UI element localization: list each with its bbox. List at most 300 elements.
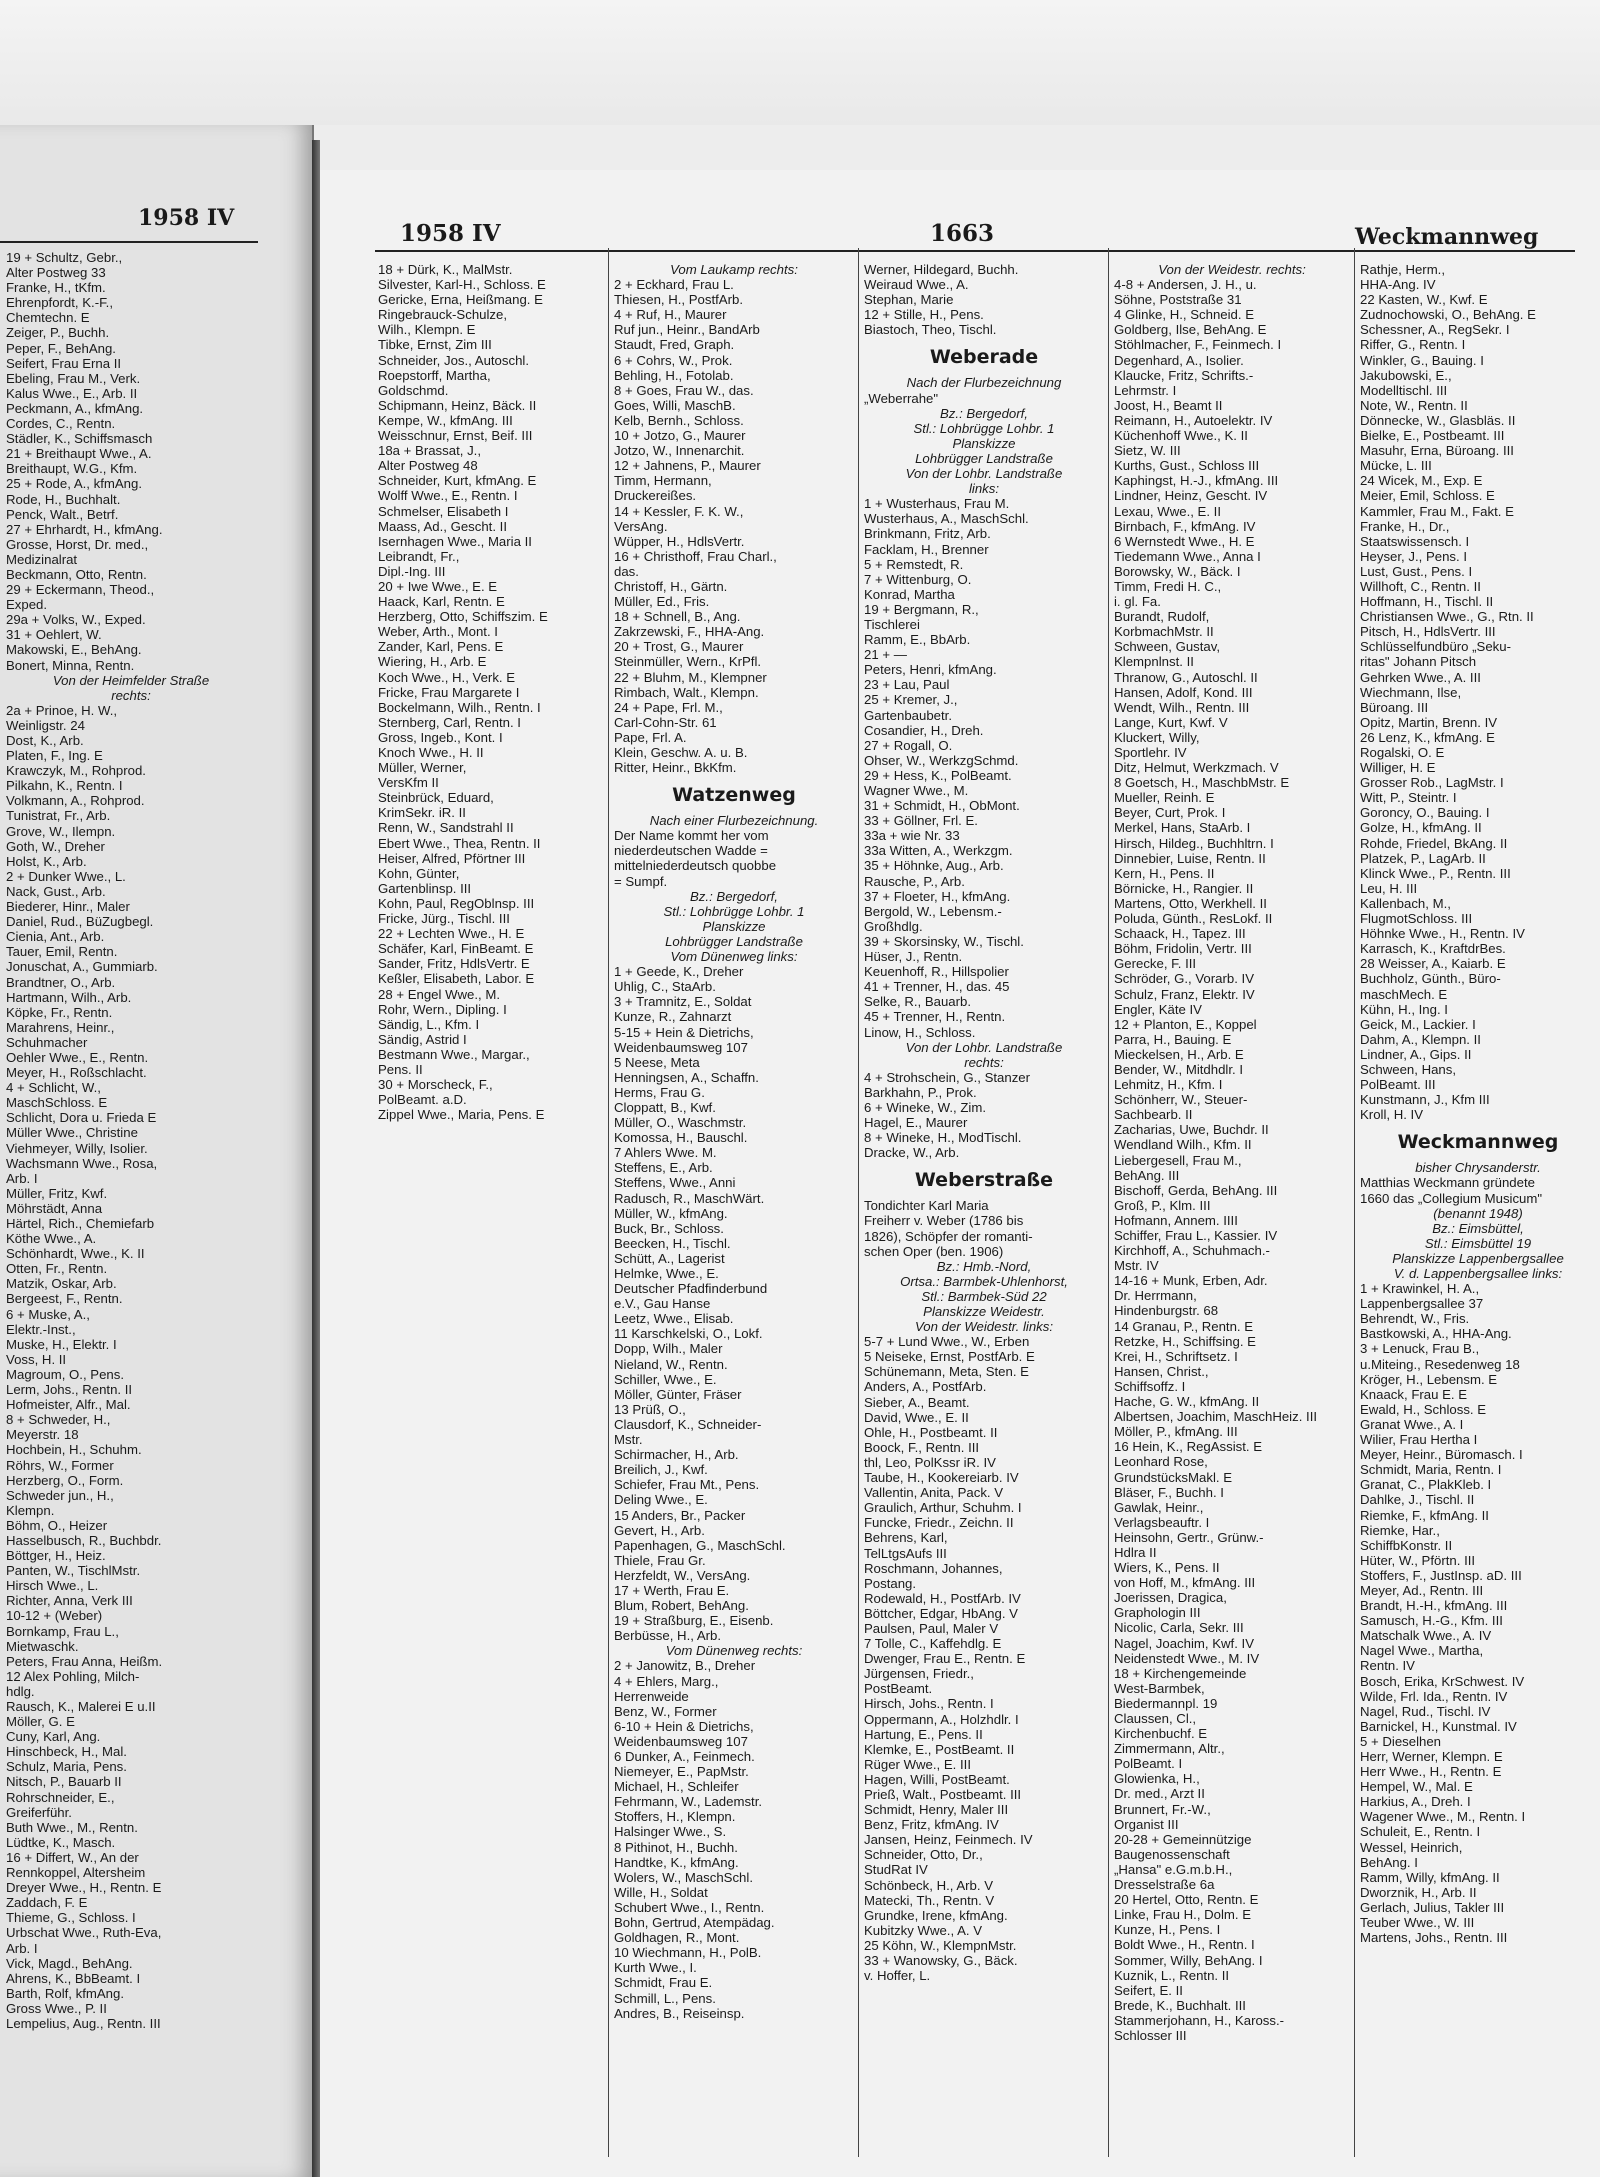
directory-line: Planskizze [952, 435, 1016, 451]
directory-line: Selke, R., Bauarb. [864, 994, 972, 1010]
directory-line: Weisschnur, Ernst, Beif. III [378, 428, 533, 444]
directory-line: Bohn, Gertrud, Atempädag. [614, 1915, 775, 1931]
directory-line: Dipl.-Ing. III [378, 563, 446, 579]
directory-line: 19 + Schultz, Gebr., [6, 250, 123, 265]
directory-line: 2a + Prinoe, H. W., [6, 702, 118, 718]
directory-line: Bornkamp, Frau L., [6, 1623, 119, 1639]
directory-line: Kunstmann, J., Kfm III [1360, 1092, 1490, 1108]
directory-line: Ohle, H., Postbeamt. II [864, 1424, 998, 1440]
directory-line: 45 + Trenner, H., Rentn. [864, 1009, 1006, 1025]
directory-line: Staudt, Fred, Graph. [614, 337, 735, 353]
directory-line: Kern, H., Pens. II [1114, 865, 1215, 881]
directory-line: Poluda, Günth., ResLokf. II [1114, 911, 1273, 927]
directory-line: Andres, B., Reiseinsp. [614, 2005, 745, 2021]
directory-line: Lindner, Heinz, Gescht. IV [1114, 488, 1268, 504]
directory-line: PolBeamt. a.D. [378, 1092, 467, 1108]
directory-line: Schipmann, Heinz, Bäck. II [378, 397, 537, 413]
directory-line: Hdlra II [1114, 1544, 1157, 1560]
directory-line: Müller, O., Waschmstr. [614, 1115, 747, 1131]
directory-line: 10-12 + (Weber) [6, 1608, 103, 1624]
directory-line: Postang. [864, 1575, 917, 1591]
directory-line: 20-28 + Gemeinnützige [1114, 1831, 1252, 1847]
directory-line: Joost, H., Beamt II [1114, 397, 1223, 413]
directory-line: Rimbach, Walt., Klempn. [614, 684, 759, 700]
directory-line: Leu, H. III [1360, 880, 1418, 896]
directory-line: Grundke, Irene, kfmAng. [864, 1907, 1008, 1923]
directory-line: Niemeyer, E., PapMstr. [614, 1764, 749, 1780]
directory-line: = Sumpf. [614, 873, 668, 889]
directory-line: Harkius, A., Dreh. I [1360, 1794, 1471, 1810]
directory-line: Martens, Otto, Werkhell. II [1114, 895, 1267, 911]
directory-line: Platzek, P., LagArb. II [1360, 850, 1486, 866]
directory-line: Meyer, Heinr., Büromasch. I [1360, 1447, 1523, 1463]
directory-line: Nack, Gust., Arb. [6, 883, 106, 899]
directory-line: Renn, W., Sandstrahl II [378, 820, 514, 836]
directory-line: Albertsen, Joachim, MaschHeiz. III [1114, 1409, 1318, 1425]
directory-line: Komossa, H., Bauschl. [614, 1130, 748, 1146]
directory-line: Bastkowski, A., HHA-Ang. [1360, 1326, 1512, 1342]
directory-line: Paulsen, Paul, Maler V [864, 1620, 999, 1636]
directory-line: Büroang. III [1360, 699, 1429, 715]
page-number: 1663 [930, 220, 995, 247]
directory-line: Bestmann Wwe., Margar., [378, 1046, 530, 1062]
directory-line: Gross, Ingeb., Kont. I [378, 729, 503, 745]
directory-line: Daniel, Rud., BüZugbegl. [6, 914, 154, 930]
directory-line: Herzfeldt, W., VersAng. [614, 1567, 751, 1583]
directory-line: Bergold, W., Lebensm.- [864, 903, 1002, 919]
directory-line: Weinligstr. 24 [6, 717, 85, 733]
directory-line: thl, Leo, PolKssr iR. IV [864, 1454, 996, 1470]
directory-line: Makowski, E., BehAng. [6, 642, 142, 658]
directory-line: 20 + Iwe Wwe., E. E [378, 578, 498, 594]
directory-line: PolBeamt. I [1114, 1756, 1183, 1772]
directory-line: Prieß, Walt., Postbeamt. III [864, 1787, 1022, 1802]
directory-line: Stl.: Eimsbüttel 19 [1424, 1235, 1532, 1251]
directory-line: Richter, Anna, Verk III [6, 1593, 133, 1609]
directory-line: Röhrs, W., Former [6, 1457, 114, 1473]
directory-line: Granat Wwe., A. I [1360, 1416, 1464, 1432]
directory-line: Timm, Hermann, [614, 473, 712, 489]
directory-line: SchiffbKonstr. II [1360, 1537, 1453, 1553]
directory-line: Schirmacher, H., Arb. [614, 1447, 739, 1463]
directory-line: Heinsohn, Gertr., Grünw.- [1114, 1529, 1264, 1545]
directory-line: 8 + Wineke, H., ModTischl. [864, 1130, 1022, 1146]
directory-line: Brandt, H.-H., kfmAng. III [1360, 1598, 1508, 1614]
directory-line: Cordes, C., Rentn. [6, 416, 116, 432]
directory-line: Platen, F., Ing. E [6, 748, 103, 764]
directory-line: Tondichter Karl Maria [864, 1198, 989, 1214]
directory-line: Roepstorff, Martha, [378, 367, 491, 383]
directory-line: 31 + Schmidt, H., ObMont. [864, 798, 1020, 814]
directory-line: Ritter, Heinr., BkKfm. [614, 760, 737, 776]
directory-line: Deling Wwe., E. [614, 1492, 708, 1508]
directory-line: PolBeamt. III [1360, 1077, 1436, 1093]
directory-line: KorbmachMstr. II [1114, 624, 1214, 640]
directory-line: Vick, Magd., BehAng. [6, 1955, 133, 1971]
directory-line: das. [614, 563, 639, 579]
directory-line: Lehmitz, H., Kfm. I [1114, 1077, 1223, 1093]
directory-line: Hasselbusch, R., Buchbdr. [6, 1532, 162, 1548]
directory-line: Gevert, H., Arb. [614, 1522, 705, 1538]
directory-line: Uhlig, C., StaArb. [614, 979, 716, 995]
directory-line: Zander, Karl, Pens. E [378, 639, 504, 655]
directory-line: 19 + Straßburg, E., Eisenb. [614, 1613, 774, 1629]
directory-line: Goldberg, Ilse, BehAng. E [1114, 322, 1267, 338]
directory-line: Ahrens, K., BbBeamt. I [6, 1970, 141, 1986]
directory-line: Lappenbergsallee 37 [1360, 1296, 1484, 1312]
directory-line: Schmidt, Maria, Rentn. I [1360, 1462, 1502, 1478]
directory-line: Zimmermann, Altr., [1114, 1741, 1225, 1757]
directory-line: Dinnebier, Luise, Rentn. II [1114, 850, 1266, 866]
directory-line: Kirchhoff, A., Schuhmach.- [1114, 1243, 1270, 1259]
directory-line: 5 + Remstedt, R. [864, 556, 964, 572]
directory-line: Dworznik, H., Arb. II [1360, 1884, 1477, 1900]
directory-line: Herzberg, Otto, Schiffszim. E [378, 609, 548, 625]
directory-line: Engler, Käte IV [1114, 1001, 1202, 1017]
directory-line: Schlosser III [1114, 2027, 1187, 2043]
directory-line: 41 + Trenner, H., das. 45 [864, 979, 1010, 995]
directory-line: David, Wwe., E. II [864, 1409, 969, 1425]
directory-line: Alter Postweg 48 [378, 458, 478, 474]
directory-line: Meier, Emil, Schloss. E [1360, 488, 1495, 504]
directory-line: Geick, M., Lackier. I [1360, 1016, 1476, 1032]
directory-line: Ehrenpfordt, K.-F., [6, 295, 114, 311]
directory-line: Teuber Wwe., W. III [1360, 1915, 1475, 1931]
directory-line: 20 + Trost, G., Maurer [614, 639, 744, 655]
directory-line: Martens, Johs., Rentn. III [1360, 1930, 1508, 1946]
directory-line: Schween, Gustav, [1114, 639, 1221, 655]
directory-line: „Weberrahe" [864, 390, 939, 406]
directory-line: Bz.: Bergedorf, [690, 888, 778, 904]
column-divider [1354, 248, 1355, 2157]
directory-line: 24 Wicek, M., Exp. E [1360, 473, 1483, 489]
directory-line: 11 Karschkelski, O., Lokf. [614, 1326, 763, 1342]
directory-line: Jonuschat, A., Gummiarb. [6, 959, 158, 975]
directory-line: Schiffsoffz. I [1114, 1378, 1186, 1394]
directory-line: Leetz, Wwe., Elisab. [614, 1311, 734, 1327]
directory-line: Bz.: Eimsbüttel, [1432, 1220, 1524, 1236]
directory-line: 33 + Göllner, Frl. E. [864, 813, 978, 829]
directory-line: Stl.: Lohbrügge Lohbr. 1 [663, 903, 805, 919]
directory-line: Thiesen, H., PostfArb. [614, 292, 743, 308]
directory-line: Matecki, Th., Rentn. V [864, 1892, 995, 1908]
directory-line: Rode, H., Buchhalt. [6, 491, 121, 507]
directory-line: Dost, K., Arb. [6, 733, 84, 748]
directory-line: Steffens, E., Arb. [614, 1160, 713, 1176]
directory-line: Schween, Hans, [1360, 1061, 1457, 1077]
directory-line: Goes, Willi, MaschB. [614, 397, 736, 413]
directory-line: TelLtgsAufs III [864, 1545, 947, 1561]
directory-line: Zacharias, Uwe, Buchdr. II [1114, 1122, 1269, 1138]
directory-line: Cosandier, H., Dreh. [864, 722, 984, 738]
directory-line: 12 + Stille, H., Pens. [864, 307, 984, 323]
directory-line: Hache, G. W., kfmAng. II [1114, 1394, 1260, 1410]
directory-line: Lexau, Wwe., E. II [1114, 503, 1222, 519]
directory-line: Knoch Wwe., H. II [378, 745, 484, 760]
directory-line: Köthe Wwe., A. [6, 1231, 97, 1247]
directory-line: 3 + Lenuck, Frau B., [1360, 1341, 1480, 1357]
directory-line: Wagener Wwe., M., Rentn. I [1360, 1809, 1526, 1825]
directory-line: Bockelmann, Wilh., Rentn. I [378, 699, 541, 715]
directory-line: Ramm, Willy, kfmAng. II [1360, 1869, 1500, 1885]
directory-line: 1 + Geede, K., Dreher [614, 964, 744, 980]
directory-line: Ohser, W., WerkzgSchmd. [864, 752, 1019, 768]
directory-line: Stl.: Barmbek-Süd 22 [921, 1288, 1047, 1304]
directory-line: Nach einer Flurbezeichnung. [649, 813, 819, 829]
directory-line: Schlicht, Dora u. Frieda E [6, 1110, 157, 1126]
directory-line: Panten, W., TischlMstr. [6, 1563, 141, 1579]
directory-line: Oehler Wwe., E., Rentn. [6, 1049, 149, 1065]
directory-line: Deutscher Pfadfinderbund [614, 1281, 768, 1297]
page-header-left: 1958 IV [400, 220, 501, 247]
directory-line: mittelniederdeutsch quobbe [614, 858, 777, 874]
directory-line: Hofmeister, Alfr., Mal. [6, 1397, 131, 1413]
directory-line: Schuhmacher [6, 1034, 88, 1050]
directory-line: Lange, Kurt, Kwf. V [1114, 714, 1228, 730]
directory-line: 30 + Morscheck, F., [378, 1077, 493, 1093]
directory-line: Schönbeck, H., Arb. V [864, 1877, 994, 1893]
directory-line: Grosse, Horst, Dr. med., [6, 536, 149, 552]
directory-line: Stammerjohann, H., Kaross.- [1114, 2012, 1285, 2028]
directory-line: Kelb, Bernh., Schloss. [614, 412, 744, 428]
directory-line: Heyser, J., Pens. I [1360, 548, 1468, 564]
directory-line: Wolff Wwe., E., Rentn. I [378, 488, 518, 504]
directory-line: Von der Lohbr. Landstraße [905, 466, 1063, 482]
directory-line: StudRat IV [864, 1862, 928, 1878]
directory-line: Gartenbaubetr. [864, 707, 952, 723]
directory-line: v. Hoffer, L. [864, 1968, 931, 1984]
directory-line: Dr. med., Arzt II [1114, 1786, 1205, 1802]
directory-line: FlugmotSchloss. III [1360, 911, 1473, 927]
directory-line: Dr. Herrmann, [1114, 1288, 1197, 1304]
directory-line: Rentn. IV [1360, 1658, 1415, 1674]
directory-line: Masuhr, Erna, Büroang. III [1360, 443, 1514, 459]
directory-line: 23 + Lau, Paul [864, 677, 950, 693]
directory-line: Stoffers, H., Klempn. [614, 1809, 736, 1825]
directory-line: Haack, Karl, Rentn. E [378, 594, 505, 610]
directory-line: Graulich, Arthur, Schuhm. I [864, 1500, 1022, 1516]
directory-line: Schönhardt, Wwe., K. II [6, 1246, 145, 1262]
directory-line: 21 + Breithaupt Wwe., A. [6, 446, 152, 462]
directory-line: Schneider, Otto, Dr., [864, 1847, 983, 1863]
directory-line: Linke, Frau H., Dolm. E [1114, 1907, 1252, 1923]
directory-line: Behling, H., Fotolab. [614, 367, 734, 383]
column-2 [614, 262, 854, 2167]
directory-line: Nagel, Joachim, Kwf. IV [1114, 1635, 1254, 1651]
directory-line: Köpke, Fr., Rentn. [6, 1004, 113, 1020]
directory-line: BehAng. I [1360, 1854, 1418, 1870]
directory-line: Holst, K., Arb. [6, 853, 87, 869]
directory-line: Lindner, A., Gips. II [1360, 1046, 1472, 1062]
directory-line: Schneider, Kurt, kfmAng. E [378, 473, 537, 489]
directory-line: Brunnert, Fr.-W., [1114, 1801, 1211, 1817]
scan-margin [0, 0, 1600, 125]
directory-line: Kallenbach, M., [1360, 895, 1451, 911]
directory-line: Dreyer Wwe., H., Rentn. E [6, 1880, 162, 1896]
directory-line: Hofmann, Annem. IIII [1114, 1212, 1238, 1228]
directory-line: Hempel, W., Mal. E [1360, 1779, 1473, 1795]
directory-line: Möller, G. E [6, 1714, 75, 1730]
directory-line: Granat, C., PlakKleb. I [1360, 1477, 1492, 1493]
directory-line: Handtke, K., kfmAng. [614, 1854, 739, 1870]
directory-line: Mücke, L. III [1360, 458, 1432, 474]
directory-line: Koch Wwe., H., Verk. E [378, 669, 516, 685]
directory-line: Jakubowski, E., [1360, 367, 1452, 383]
directory-line: Goroncy, O., Bauing. I [1360, 805, 1490, 821]
directory-line: Verlagsbeauftr. I [1114, 1514, 1210, 1530]
directory-line: Küchenhoff Wwe., K. II [1114, 428, 1248, 444]
column-1 [378, 262, 606, 2167]
directory-line: 33a + wie Nr. 33 [864, 828, 960, 844]
directory-line: Von der Lohbr. Landstraße [905, 1039, 1063, 1055]
directory-line: Schubert Wwe., I., Rentn. [614, 1899, 765, 1915]
directory-line: Rathje, Herm., [1360, 262, 1446, 277]
directory-line: 7 Tolle, C., Kaffehdlg. E [864, 1636, 1002, 1652]
directory-line: Schütt, A., Lagerist [614, 1250, 725, 1266]
directory-line: Wilh., Klempn. E [378, 322, 476, 338]
directory-line: Wagner Wwe., M. [864, 783, 969, 798]
directory-line: Reimann, H., Autoelektr. IV [1114, 412, 1273, 428]
directory-line: 13 Prüß, O., [614, 1401, 686, 1417]
directory-line: Tunistrat, Fr., Arb. [6, 808, 111, 824]
directory-line: Witt, P., Steintr. I [1360, 790, 1457, 806]
directory-line: Härtel, Rich., Chemiefarb [6, 1216, 155, 1231]
page-header-rule [375, 250, 1575, 252]
directory-line: Lohbrügger Landstraße [915, 450, 1053, 466]
directory-line: Pens. II [378, 1061, 423, 1077]
directory-line: Ringebrauck-Schulze, [378, 307, 508, 323]
directory-line: Benz, Fritz, kfmAng. IV [864, 1817, 999, 1833]
directory-line: Kammler, Frau M., Fakt. E [1360, 503, 1514, 519]
street-title-weckmannweg: Weckmannweg [1397, 1131, 1559, 1154]
directory-line: Wiechmann, Ilse, [1360, 684, 1462, 700]
directory-line: Söhne, Poststraße 31 [1114, 292, 1242, 308]
directory-line: PostBeamt. [864, 1681, 933, 1697]
directory-line: Alter Postweg 33 [6, 265, 106, 281]
directory-line: Herr Wwe., H., Rentn. E [1360, 1764, 1502, 1780]
directory-line: 12 + Planton, E., Koppel [1114, 1016, 1257, 1032]
directory-line: Dahlke, J., Tischl. II [1360, 1492, 1475, 1508]
directory-line: 2 + Eckhard, Frau L. [614, 277, 734, 293]
directory-line: Goth, W., Dreher [6, 838, 105, 854]
directory-line: Bz.: Bergedorf, [940, 405, 1028, 421]
directory-line: Klempnlnst. II [1114, 654, 1194, 670]
directory-line: Ortsa.: Barmbek-Uhlenhorst, [900, 1273, 1068, 1289]
directory-line: Boldt Wwe., H., Rentn. I [1114, 1937, 1255, 1953]
directory-line: Müller, W., kfmAng. [614, 1205, 728, 1221]
directory-line: Viehmeyer, Willy, Isolier. [6, 1140, 148, 1156]
directory-line: Benz, W., Former [614, 1703, 717, 1719]
page-header-street: Weckmannweg [1355, 224, 1539, 250]
directory-line: Peckmann, A., kfmAng. [6, 400, 144, 416]
directory-line: Ebeling, Frau M., Verk. [6, 370, 141, 386]
directory-line: Sieber, A., Beamt. [864, 1394, 970, 1410]
directory-line: Tischlerei [864, 616, 920, 632]
directory-line: Mstr. [614, 1432, 643, 1448]
directory-line: Groß, P., Klm. III [1114, 1197, 1211, 1213]
directory-line: Hirsch Wwe., L. [6, 1578, 99, 1594]
directory-line: 5 Neiseke, Ernst, PostfArb. E [864, 1349, 1035, 1365]
directory-line: Grove, W., Ilempn. [6, 823, 116, 839]
directory-line: Weiraud Wwe., A. [864, 277, 969, 293]
directory-line: Kühn, H., Ing. I [1360, 1001, 1448, 1017]
directory-line: Roschmann, Johannes, [864, 1560, 1003, 1576]
directory-line: 17 + Werth, Frau E. [614, 1582, 730, 1598]
directory-line: Blum, Robert, BehAng. [614, 1598, 749, 1614]
directory-line: Mstr. IV [1114, 1258, 1159, 1274]
directory-line: bisher Chrysanderstr. [1415, 1160, 1541, 1176]
directory-line: Willhoft, C., Rentn. II [1360, 578, 1481, 594]
directory-line: Nieland, W., Rentn. [614, 1356, 728, 1372]
directory-line: Ditz, Helmut, Werkzmach. V [1114, 760, 1279, 776]
directory-line: Keuenhoff, R., Hillspolier [864, 964, 1009, 980]
directory-line: Rohrschneider, E., [6, 1789, 115, 1805]
directory-line: Fehrmann, W., Lademstr. [614, 1794, 763, 1810]
directory-line: BehAng. III [1114, 1167, 1180, 1183]
directory-line: 27 + Ehrhardt, H., kfmAng. [6, 521, 163, 537]
directory-line: Ewald, H., Schloss. E [1360, 1401, 1487, 1417]
directory-line: Herrenweide [614, 1688, 689, 1704]
directory-line: Klein, Geschw. A. u. B. [614, 745, 748, 760]
directory-line: Jotzo, W., Innenarchit. [614, 443, 745, 459]
directory-line: Bergeest, F., Rentn. [6, 1291, 123, 1307]
left-column-lines [6, 250, 256, 2177]
directory-line: Nagel, Rud., Tischl. IV [1360, 1703, 1491, 1719]
directory-line: Beckmann, Otto, Rentn. [6, 566, 147, 582]
directory-line: Brandtner, O., Arb. [6, 974, 116, 990]
directory-line: 6 + Cohrs, W., Prok. [614, 352, 733, 368]
directory-line: Lempelius, Aug., Rentn. III [6, 2015, 161, 2031]
directory-line: Gawlak, Heinr., [1114, 1499, 1204, 1515]
directory-line: Schiller, Wwe., E. [614, 1371, 717, 1387]
directory-line: 4 + Ehlers, Marg., [614, 1673, 719, 1689]
directory-line: 7 + Wittenburg, O. [864, 571, 972, 587]
directory-line: Chemtechn. E [6, 310, 90, 326]
directory-line: Marahrens, Heinr., [6, 1019, 115, 1035]
directory-line: Retzke, H., Schiffsing. E [1114, 1333, 1256, 1349]
directory-line: Lüdtke, K., Masch. [6, 1834, 116, 1850]
directory-line: Sportlehr. IV [1114, 745, 1187, 760]
directory-line: 21 + — [864, 647, 907, 663]
directory-line: Kluckert, Willy, [1114, 729, 1200, 745]
directory-line: 16 Hein, K., RegAssist. E [1114, 1439, 1263, 1455]
directory-line: Taube, H., Kookereiarb. IV [864, 1470, 1019, 1486]
directory-line: Kempe, W., kfmAng. III [378, 412, 513, 428]
directory-line: Peters, Henri, kfmAng. [864, 662, 997, 678]
directory-line: Rüger Wwe., E. III [864, 1756, 971, 1772]
directory-line: Klinck Wwe., P., Rentn. III [1360, 865, 1511, 881]
directory-line: Parra, H., Bauing. E [1114, 1031, 1232, 1047]
directory-line: e.V., Gau Hanse [614, 1296, 711, 1312]
directory-line: Organist III [1114, 1816, 1179, 1832]
directory-line: schen Oper (ben. 1906) [864, 1243, 1004, 1259]
directory-line: 4-8 + Andersen, J. H., u. [1114, 277, 1257, 293]
directory-line: Wille, H., Soldat [614, 1884, 708, 1900]
directory-line: 28 + Engel Wwe., M. [378, 986, 501, 1002]
directory-line: Wiering, H., Arb. E [378, 654, 487, 670]
directory-line: Sommer, Willy, BehAng. I [1114, 1952, 1263, 1968]
directory-line: Keßler, Elisabeth, Labor. E [378, 971, 535, 987]
directory-line: Rausch, K., Malerei E u.II [6, 1699, 156, 1714]
directory-line: Grosser Rob., LagMstr. I [1360, 775, 1504, 791]
directory-line: Zeiger, P., Buchh. [6, 325, 110, 341]
directory-line: Ruf jun., Heinr., BandArb [614, 322, 760, 338]
directory-line: Kurths, Gust., Schloss III [1114, 458, 1260, 474]
directory-line: Helmke, Wwe., E. [614, 1266, 719, 1281]
directory-line: 29 + Hess, K., PolBeamt. [864, 767, 1012, 783]
directory-line: Radusch, R., MaschWärt. [614, 1190, 765, 1206]
directory-line: Funcke, Friedr., Zeichn. II [864, 1515, 1014, 1531]
